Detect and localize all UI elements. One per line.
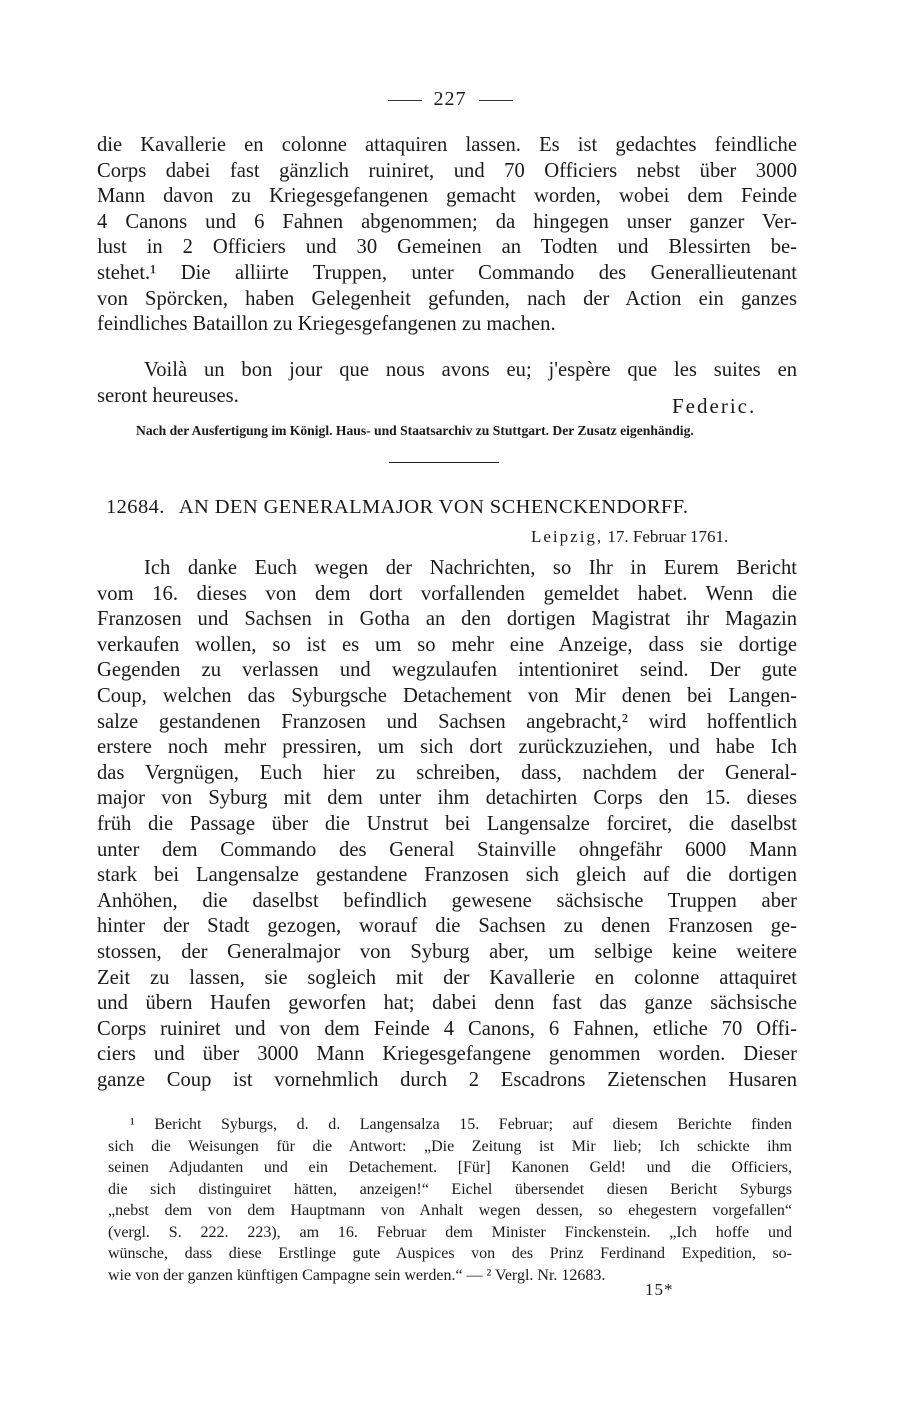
text-line: Voilà un bon jour que nous avons eu; j'espère que les suites en bbox=[144, 359, 797, 381]
text-line: feindliches Bataillon zu Kriegesgefangenen zu machen. bbox=[97, 313, 556, 336]
footnote-line: (vergl. S. 222. 223), am 16. Februar dem Minister Finckenstein. „Ich hoffe und bbox=[108, 1223, 792, 1241]
dateline-date: 17. Februar 1761. bbox=[607, 527, 729, 546]
text-line: verkaufen wollen, so ist es um so mehr eine Anzeige, dass sie dortige bbox=[97, 633, 797, 656]
text-line: vom 16. dieses von dem dort vorfallenden gemeldet habet. Wenn die bbox=[97, 582, 797, 605]
text-line: und übern Haufen geworfen hat; dabei denn fast das ganze sächsische bbox=[97, 992, 797, 1015]
text-line: stossen, der Generalmajor von Syburg aber, um selbige keine weitere bbox=[97, 940, 797, 963]
source-note: Nach der Ausfertigung im Königl. Haus- und Staatsarchiv zu Stuttgart. Der Zusatz eigenhändig. bbox=[136, 423, 694, 438]
signature-mark: 15* bbox=[645, 1280, 674, 1299]
footnote-line: seinen Adjudanten und ein Detachement. [Für] Kanonen Geld! und die Officiers, bbox=[108, 1159, 792, 1176]
header-dash-left bbox=[388, 100, 422, 101]
letter-title: AN DEN GENERALMAJOR VON SCHENCKENDORFF. bbox=[178, 496, 689, 518]
text-line: Zeit zu lassen, sie sogleich mit der Kavallerie en colonne attaquiret bbox=[97, 966, 797, 989]
text-line: das Vergnügen, Euch hier zu schreiben, dass, nachdem der General- bbox=[97, 761, 797, 784]
text-line: von Spörcken, haben Gelegenheit gefunden, nach der Action ein ganzes bbox=[97, 287, 797, 310]
text-line: Coup, welchen das Syburgsche Detachement von Mir denen bei Langen- bbox=[97, 684, 797, 707]
dateline-place: Leipzig, bbox=[531, 527, 604, 546]
letter-heading bbox=[106, 496, 796, 519]
header-dash-right bbox=[479, 100, 513, 101]
text-line: Gegenden zu verlassen und wegzulaufen intentioniret seind. Der gute bbox=[97, 659, 797, 682]
footnote-line: ¹ Bericht Syburgs, d. d. Langensalza 15. Februar; auf diesem Berichte finden bbox=[130, 1116, 792, 1133]
footnote-line: wünsche, dass diese Erstlinge gute Auspices von des Prinz Ferdinand Expedition, so- bbox=[108, 1245, 792, 1262]
text-line: ganze Coup ist vornehmlich durch 2 Escadrons Zietenschen Husaren bbox=[97, 1068, 797, 1091]
page-number: 227 bbox=[433, 88, 467, 110]
text-line: ciers und über 3000 Mann Kriegesgefangene genommen worden. Dieser bbox=[97, 1043, 797, 1066]
text-line: Mann davon zu Kriegesgefangenen gemacht worden, wobei dem Feinde bbox=[97, 185, 797, 208]
text-line: salze gestandenen Franzosen und Sachsen angebracht,² wird hoffentlich bbox=[97, 710, 797, 733]
text-line: die Kavallerie en colonne attaquiren lassen. Es ist gedachtes feindliche bbox=[97, 134, 797, 156]
text-line: erstere noch mehr pressiren, um sich dort zurückzuziehen, und habe Ich bbox=[97, 736, 797, 759]
text-line: Anhöhen, die daselbst befindlich gewesene sächsische Truppen aber bbox=[97, 889, 797, 912]
text-line: lust in 2 Officiers und 30 Gemeinen an Todten und Blessirten be- bbox=[97, 236, 797, 259]
section-divider bbox=[389, 462, 499, 463]
text-line: Corps dabei fast gänzlich ruiniret, und 70 Officiers nebst über 3000 bbox=[97, 159, 797, 182]
text-line: stehet.¹ Die alliirte Truppen, unter Commando des Generallieutenant bbox=[97, 261, 797, 284]
text-line: hinter der Stadt gezogen, worauf die Sachsen zu denen Franzosen ge- bbox=[97, 915, 797, 938]
text-line: Ich danke Euch wegen der Nachrichten, so Ihr in Eurem Bericht bbox=[144, 557, 797, 579]
footnotes bbox=[108, 1114, 792, 1286]
footnote-line: die sich distinguiret hätten, anzeigen!“ Eichel übersendet diesen Bericht Syburgs bbox=[108, 1180, 792, 1198]
footnote-line: wie von der ganzen künftigen Campagne sein werden.“ — ² Vergl. Nr. 12683. bbox=[108, 1266, 606, 1284]
footnote-line: sich die Weisungen für die Antwort: „Die Zeitung ist Mir lieb; Ich schickte ihm bbox=[108, 1137, 792, 1155]
letter-number: 12684. bbox=[106, 496, 165, 518]
text-line: stark bei Langensalze gestandene Franzosen sich gleich auf die dortigen bbox=[97, 864, 797, 887]
text-line: unter dem Commando des General Stainville ohngefähr 6000 Mann bbox=[97, 838, 797, 861]
page-number-header bbox=[0, 88, 900, 111]
dateline bbox=[531, 527, 728, 547]
letter-body bbox=[97, 556, 797, 1093]
continuation-paragraph bbox=[97, 133, 797, 338]
signature: Federic. bbox=[672, 394, 757, 418]
text-line: major von Syburg mit dem unter ihm detachirten Corps den 15. dieses bbox=[97, 787, 797, 810]
text-line: Franzosen und Sachsen in Gotha an den dortigen Magistrat ihr Magazin bbox=[97, 608, 797, 631]
text-line: 4 Canons und 6 Fahnen abgenommen; da hingegen unser ganzer Ver- bbox=[97, 210, 797, 233]
text-line: früh die Passage über die Unstrut bei Langensalze forciret, die daselbst bbox=[97, 812, 797, 835]
footnote-line: „nebst dem von dem Hauptmann von Anhalt wegen dessen, so ehegestern vorgefallen“ bbox=[108, 1202, 792, 1219]
text-line: Corps ruiniret und von dem Feinde 4 Canons, 6 Fahnen, etliche 70 Offi- bbox=[97, 1017, 797, 1040]
text-line: seront heureuses. bbox=[97, 384, 239, 407]
